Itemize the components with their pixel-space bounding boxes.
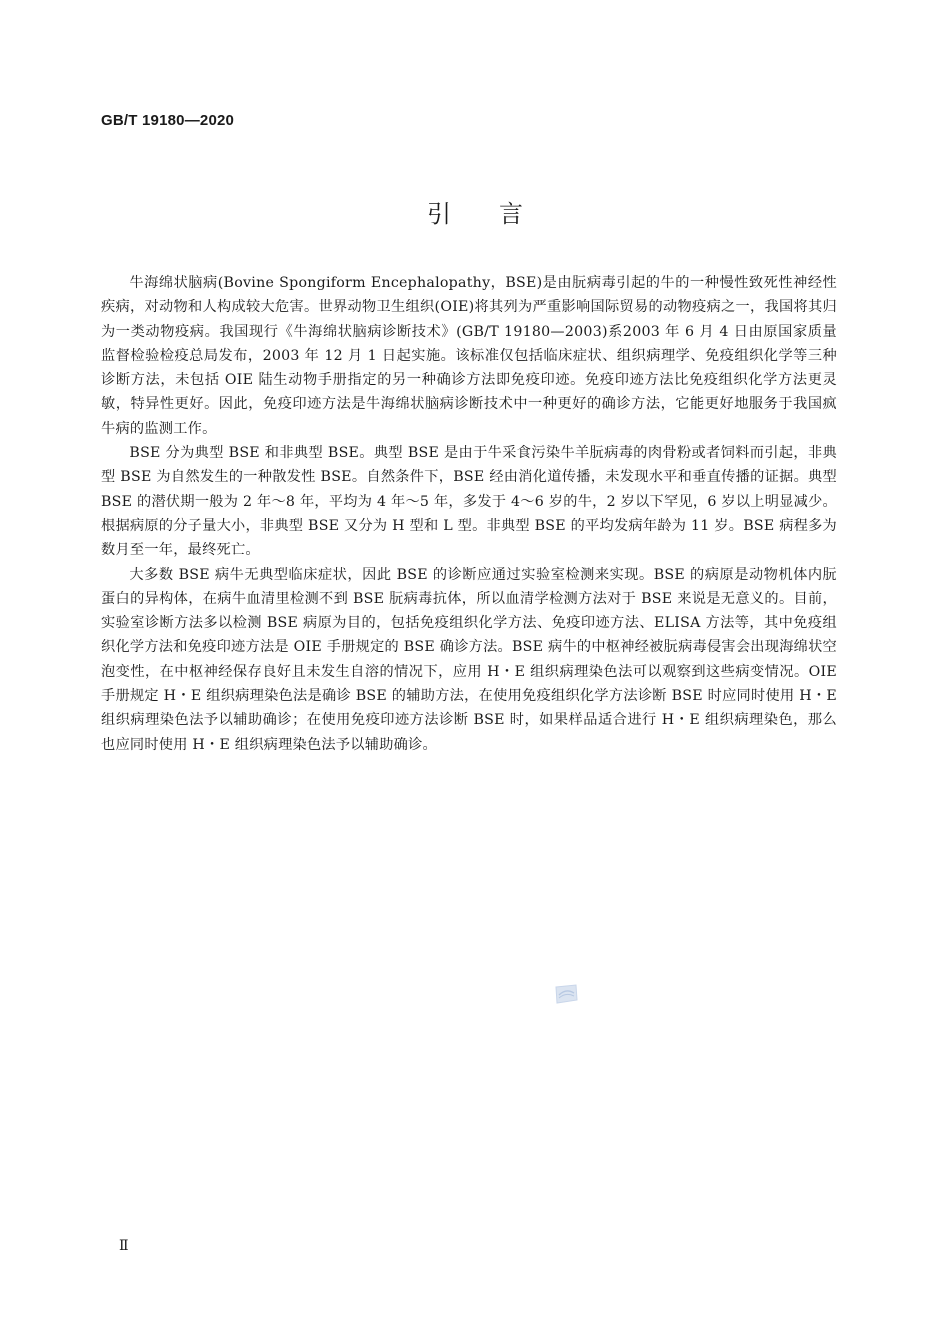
paragraph-1: 牛海绵状脑病(Bovine Spongiform Encephalopathy，BSE)是由朊病毒引起的牛的一种慢性致死性神经性疾病，对动物和人构成较大危害。世界动物卫生组织(OIE)将其列为严重影响国际贸易的动物疫病之一，我国将其归为一类动物疫病。我国现行《牛海绵状脑病诊断技术》(GB/T 19180—2003)系2003 年 6 月 4 日由原国家质量监督检验检疫总局发布，2003 年 12 月 1 日起实施。该标准仅包括临床症状、组织病理学、免疫组织化学等三种诊断方法，未包括 OIE 陆生动物手册指定的另一种确诊方法即免疫印迹。免疫印迹方法比免疫组织化学方法更灵敏，特异性更好。因此，免疫印迹方法是牛海绵状脑病诊断技术中一种更好的确诊方法，它能更好地服务于我国疯牛病的监测工作。 — [101, 275, 837, 437]
sac-watermark-logo — [553, 983, 579, 1005]
paragraph-2: BSE 分为典型 BSE 和非典型 BSE。典型 BSE 是由于牛采食污染牛羊朊病毒的肉骨粉或者饲料而引起，非典型 BSE 为自然发生的一种散发性 BSE。自然条件下，BSE 经由消化道传播，未发现水平和垂直传播的证据。典型 BSE 的潜伏期一般为 2 年～8 年，平均为 4 年～5 年，多发于 4～6 岁的牛，2 岁以下罕见，6 岁以上明显减少。根据病原的分子量大小，非典型 BSE 又分为 H 型和 L 型。非典型 BSE 的平均发病年龄为 11 岁。BSE 病程多为数月至一年，最终死亡。 — [101, 445, 837, 559]
paragraph-3: 大多数 BSE 病牛无典型临床症状，因此 BSE 的诊断应通过实验室检测来实现。BSE 的病原是动物机体内朊蛋白的异构体，在病牛血清里检测不到 BSE 朊病毒抗体，所以血清学检测方法对于 BSE 来说是无意义的。目前，实验室诊断方法多以检测 BSE 病原为目的，包括免疫组织化学方法、免疫印迹方法、ELISA 方法等，其中免疫组织化学方法和免疫印迹方法是 OIE 手册规定的 BSE 确诊方法。BSE 病牛的中枢神经被朊病毒侵害会出现海绵状空泡变性，在中枢神经保存良好且未发生自溶的情况下，应用 H・E 组织病理染色法可以观察到这些病变情况。OIE 手册规定 H・E 组织病理染色法是确诊 BSE 的辅助方法，在使用免疫组织化学方法诊断 BSE 时应同时使用 H・E 组织病理染色法予以辅助确诊；在使用免疫印迹方法诊断 BSE 时，如果样品适合进行 H・E 组织病理染色，那么也应同时使用 H・E 组织病理染色法予以辅助确诊。 — [101, 566, 837, 753]
section-title: 引言 — [427, 200, 571, 228]
sac-logo-icon — [553, 983, 579, 1005]
standard-code: GB/T 19180—2020 — [101, 112, 235, 129]
page-number: Ⅱ — [119, 1238, 129, 1254]
body-text — [101, 271, 837, 757]
